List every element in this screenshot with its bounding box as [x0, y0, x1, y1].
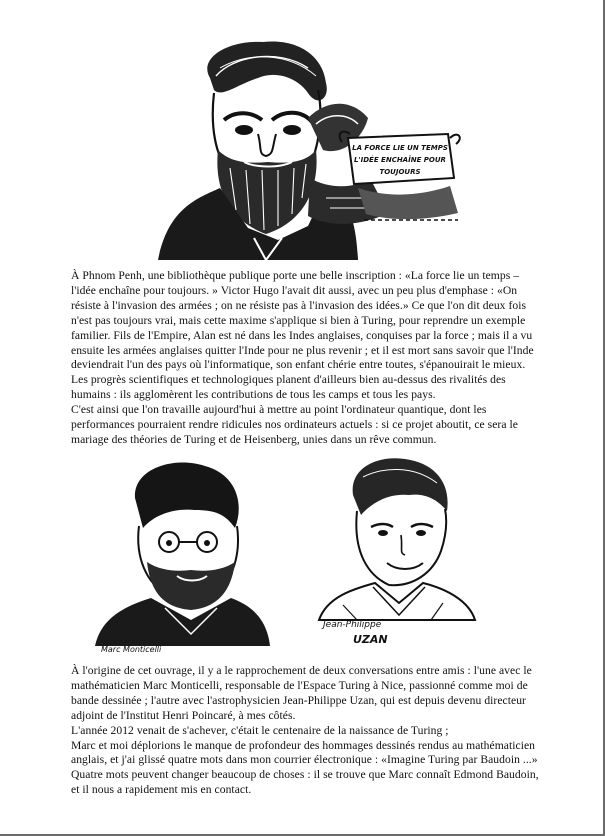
banner-line-3: TOUJOURS: [379, 168, 421, 176]
banner-line-2: L'IDÉE ENCHAÎNE POUR: [354, 156, 446, 164]
right-signature-line-1: Jean-Philippe: [323, 620, 382, 630]
paragraph-2: Les progrès scientifiques et technologiques planent d'ailleurs bien au-dessus des rivalités des humains : ils agglomèrent les contributions de tous les camps et tous les pays.: [71, 373, 506, 402]
portrait-jean-philippe-uzan: [313, 455, 481, 650]
victor-hugo-illustration: [158, 38, 478, 263]
intro-text: [71, 269, 541, 448]
paragraph-5: L'année 2012 venait de s'achever, c'était le centenaire de la naissance de Turing ;: [71, 723, 449, 737]
paragraph-3: C'est ainsi que l'on travaille aujourd'hui à mettre au point l'ordinateur quantique, dont les performances pourraient rendre ridicules nos ordinateurs actuels : si ce projet aboutit, ce sera le mariage des théories de Turing et de Heisenberg, unies dans un rêve commun.: [71, 403, 518, 446]
right-signature-line-2: UZAN: [353, 633, 388, 646]
banner-line-1: LA FORCE LIE UN TEMPS: [352, 144, 448, 152]
paragraph-4: À l'origine de cet ouvrage, il y a le rapprochement de deux conversations entre amis : l'une avec le mathématicien Marc Monticelli, responsable de l'Espace Turing à Nice, passionné comme moi de bande dessinée ; l'autre avec l'astrophysicien Jean-Philippe Uzan, qui est depuis devenu directeur adjoint de l'Institut Henri Poincaré, à mes côtés.: [71, 664, 532, 722]
origin-text: [71, 664, 541, 798]
left-signature: Marc Monticelli: [101, 645, 162, 654]
paragraph-6: Marc et moi déplorions le manque de profondeur des hommages dessinés rendus au mathématicien anglais, et j'ai glissé quatre mots dans mon courrier électronique : «Imagine Turing par Baudoin ...» Quatre mots peuvent changer beaucoup de choses : il se trouve que Marc connaît Edmond Baudoin, et il nous a rapidement mis en contact.: [71, 738, 539, 797]
paragraph-1: À Phnom Penh, une bibliothèque publique porte une belle inscription : «La force lie un temps – l'idée enchaîne pour toujours. » Victor Hugo l'avait dit aussi, avec un peu plus d'emphase : «On résiste à l'invasion des armées ; on ne résiste pas à l'invasion des idées.» Ce que l'on dit deux fois n'est pas toujours vrai, mais cette maxime s'applique si bien à Turing, pour reprendre un exemple familier. Fils de l'Empire, Alan est né dans les Indes anglaises, conquises par la force ; mais il a vu ensuite les armées anglaises quitter l'Inde pour ne plus revenir ; et il est mort sans savoir que l'Inde deviendrait l'un des pays où l'informatique, son enfant chérie entre toutes, s'épanouirait le mieux.: [71, 269, 534, 372]
portrait-marc-monticelli: [95, 458, 270, 656]
